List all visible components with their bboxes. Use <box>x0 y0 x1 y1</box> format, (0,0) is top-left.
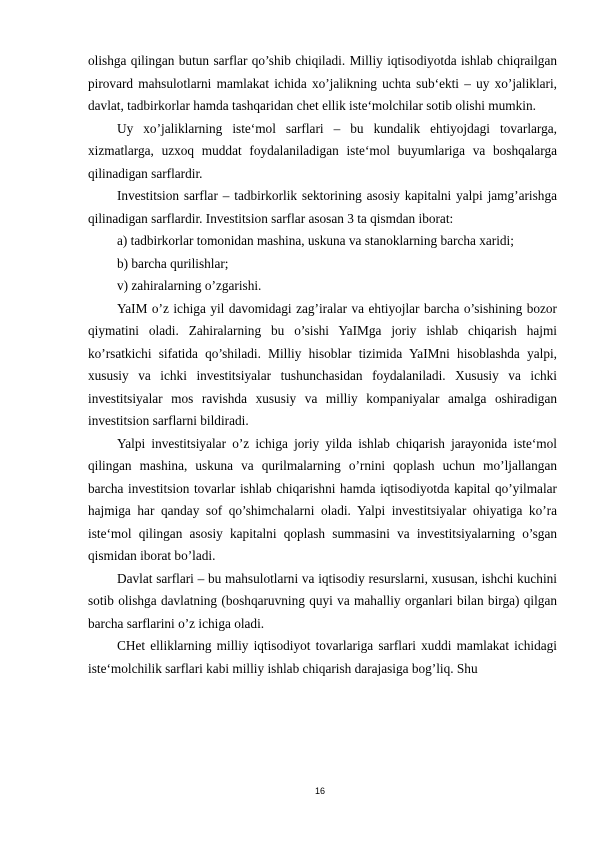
paragraph-gross-investment: Yalpi investitsiyalar o’z ichiga joriy yilda ishlab chiqarish jarayonida iste‘mol qilingan mashina, uskuna va qurilmalarning o’rnini qoplash uchun mo’ljallangan barcha investitsion tovarlar ishlab chiqarishni hamda iqtisodiyotda kapital qo’yilmalar hajmiga har qanday sof qo’shimchalarni oladi. Yalpi investitsiyalar ohiyatiga ko’ra iste‘mol qilingan asosiy kapitalni qoplash summasini va investitsiyalarning o’sgan qismidan iborat bo’ladi. <box>88 435 557 563</box>
page-number: 16 <box>314 786 325 796</box>
list-item-a: a) tadbirkorlar tomonidan mashina, uskuna va stanoklarning barcha xaridi; <box>117 233 514 248</box>
paragraph-government-spending: Davlat sarflari – bu mahsulotlarni va iqtisodiy resurslarni, xususan, ishchi kuchini sotib olishga davlatning (boshqaruvning quyi va mahalliy organlari bilan birga) qilgan barcha sarflarini o’z ichiga oladi. <box>88 570 557 631</box>
list-item-v: v) zahiralarning o’zgarishi. <box>117 278 262 293</box>
paragraph-continuation: olishga qilingan butun sarflar qo’shib chiqiladi. Milliy iqtisodiyotda ishlab chiqrailgan pirovard mahsulotlarni mamlakat ichida xo’jalikning uchta sub‘ekti – uy xo’jaliklari, davlat, tadbirkorlar hamda tashqaridan chet ellik iste‘molchilar sotib olishi mumkin. <box>88 53 557 113</box>
paragraph-gdp-inventories: YaIM o’z ichiga yil davomidagi zag’iralar va ehtiyojlar barcha o’sishining bozor qiymatini oladi. Zahiralarning bu o’sishi YaIMga joriy ishlab chiqarish hajmi ko’rsatkichi sifatida qo’shiladi. Milliy hisoblar tizimida YaIMni hisoblashda yalpi, xususiy va ichki investitsiyalar tushunchasidan foydalaniladi. Xususiy va ichki investitsiyalar mos ravishda xususiy va milliy kompaniyalar amalga oshiradigan investitsion sarflarni bildiradi. <box>88 300 557 428</box>
body-text <box>88 50 557 680</box>
list-item-b: b) barcha qurilishlar; <box>117 255 229 271</box>
paragraph-investment-spending: Investitsion sarflar – tadbirkorlik sektorining asosiy kapitalni yalpi jamg’arishga qilinadigan sarflardir. Investitsion sarflar asosan 3 ta qismdan iborat: <box>88 188 557 226</box>
paragraph-consumer-spending: Uy xo’jaliklarning iste‘mol sarflari – bu kundalik ehtiyojdagi tovarlarga, xizmatlarga, uzxoq muddat foydalaniladigan iste‘mol buyumlariga va boshqalarga qilinadigan sarflardir. <box>88 120 557 181</box>
paragraph-foreign-spending: CHet elliklarning milliy iqtisodiyot tovarlariga sarflari xuddi mamlakat ichidagi iste‘molchilik sarflari kabi milliy ishlab chiqarish darajasiga bog’liq. Shu <box>88 638 557 676</box>
